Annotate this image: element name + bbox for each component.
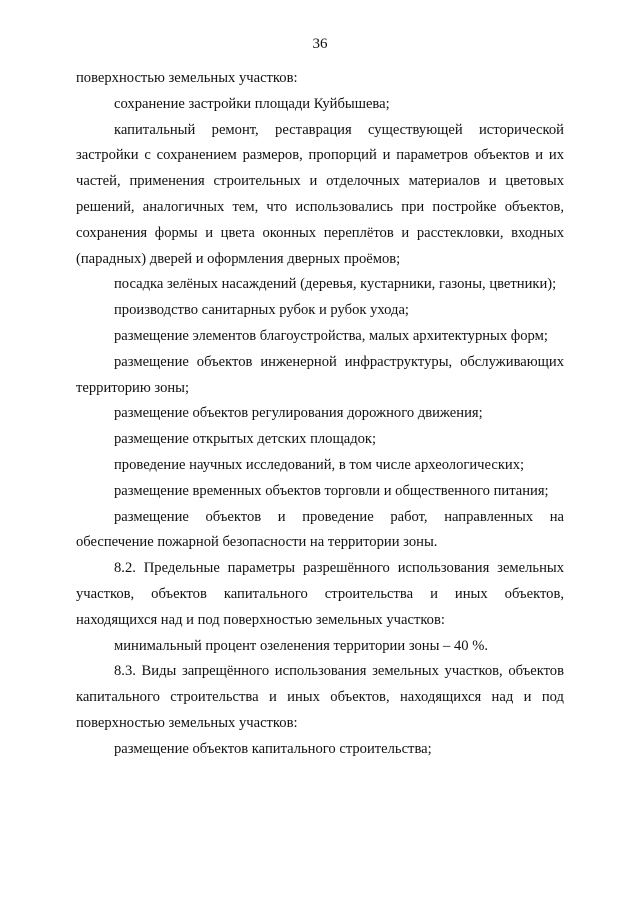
paragraph: размещение объектов инженерной инфраструктуры, обслуживающих территорию зоны; — [76, 353, 564, 396]
paragraph: минимальный процент озеленения территории зоны – 40 %. — [114, 637, 489, 654]
paragraph: 8.3. Виды запрещённого использования земельных участков, объектов капитального строительства и иных объектов, находящихся над и под поверхностью земельных участков: — [76, 663, 564, 731]
document-body — [76, 66, 564, 763]
page-number: 36 — [312, 36, 328, 52]
paragraph: посадка зелёных насаждений (деревья, кустарники, газоны, цветники); — [114, 276, 557, 293]
paragraph: проведение научных исследований, в том числе археологических; — [114, 456, 525, 473]
paragraph: капитальный ремонт, реставрация существующей исторической застройки с сохранением размеров, пропорций и параметров объектов и их частей, применения строительных и отделочных материалов и цветовых решений, аналогичных тем, что использовались при постройке объектов, сохранения формы и цвета оконных переплётов и расстекловки, входных (парадных) дверей и оформления дверных проёмов; — [76, 121, 564, 267]
paragraph: сохранение застройки площади Куйбышева; — [114, 95, 390, 112]
paragraph: поверхностью земельных участков: — [76, 70, 298, 86]
paragraph: размещение временных объектов торговли и общественного питания; — [114, 482, 549, 499]
paragraph: размещение элементов благоустройства, малых архитектурных форм; — [114, 327, 548, 344]
paragraph: 8.2. Предельные параметры разрешённого использования земельных участков, объектов капитального строительства и иных объектов, находящихся над и под поверхностью земельных участков: — [76, 560, 564, 628]
paragraph: производство санитарных рубок и рубок ухода; — [114, 302, 409, 319]
paragraph: размещение объектов регулирования дорожного движения; — [114, 405, 483, 422]
paragraph: размещение объектов и проведение работ, направленных на обеспечение пожарной безопасности на территории зоны. — [76, 508, 564, 551]
paragraph: размещение объектов капитального строительства; — [114, 740, 432, 757]
paragraph: размещение открытых детских площадок; — [114, 431, 377, 448]
